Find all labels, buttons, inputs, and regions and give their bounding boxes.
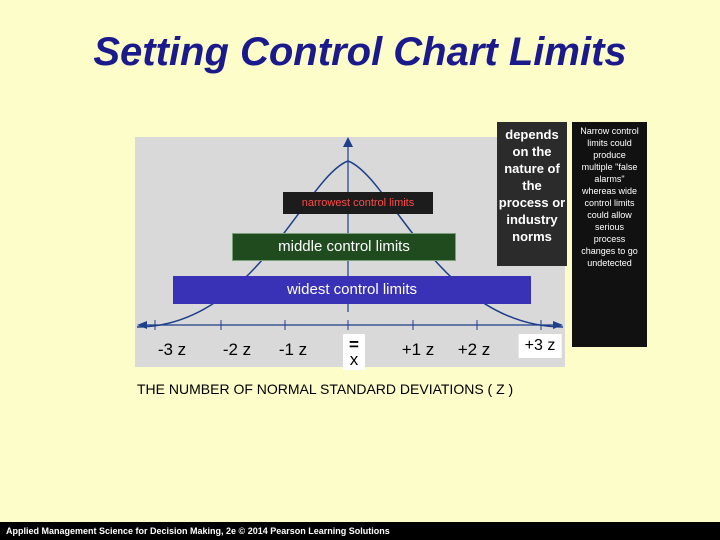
tick-label-neg2: -2 z xyxy=(222,340,252,359)
tick-label-pos1: +1 z xyxy=(401,340,435,359)
x-axis-left-arrow xyxy=(137,321,147,329)
tick-label-neg3: -3 z xyxy=(157,340,187,359)
x-axis-right-arrow xyxy=(553,321,563,329)
page-title: Setting Control Chart Limits xyxy=(93,30,627,74)
footer-credit: Applied Management Science for Decision Making, 2e © 2014 Pearson Learning Solutions xyxy=(0,522,720,540)
x-axis-label: THE NUMBER OF NORMAL STANDARD DEVIATIONS ( Z ) xyxy=(137,381,514,397)
narrow-limits-note-box: Narrow control limits could produce multiple "false alarms" whereas wide control limits could allow serious process changes to go undetected xyxy=(572,122,647,347)
tick-label-neg1: -1 z xyxy=(278,340,308,359)
center-arrow-head xyxy=(343,137,353,147)
mean-x-symbol: x xyxy=(349,350,359,369)
mean-bar-symbol: = xyxy=(349,335,359,354)
narrowest-limits-bar: narrowest control limits xyxy=(283,192,433,214)
widest-limits-bar: widest control limits xyxy=(173,276,531,304)
tick-label-pos3: +3 z xyxy=(519,334,562,358)
tick-label-mean xyxy=(343,334,365,370)
tick-label-pos2: +2 z xyxy=(457,340,491,359)
depends-note-box: depends on the nature of the process or industry norms xyxy=(497,122,567,266)
middle-limits-bar: middle control limits xyxy=(232,233,456,261)
